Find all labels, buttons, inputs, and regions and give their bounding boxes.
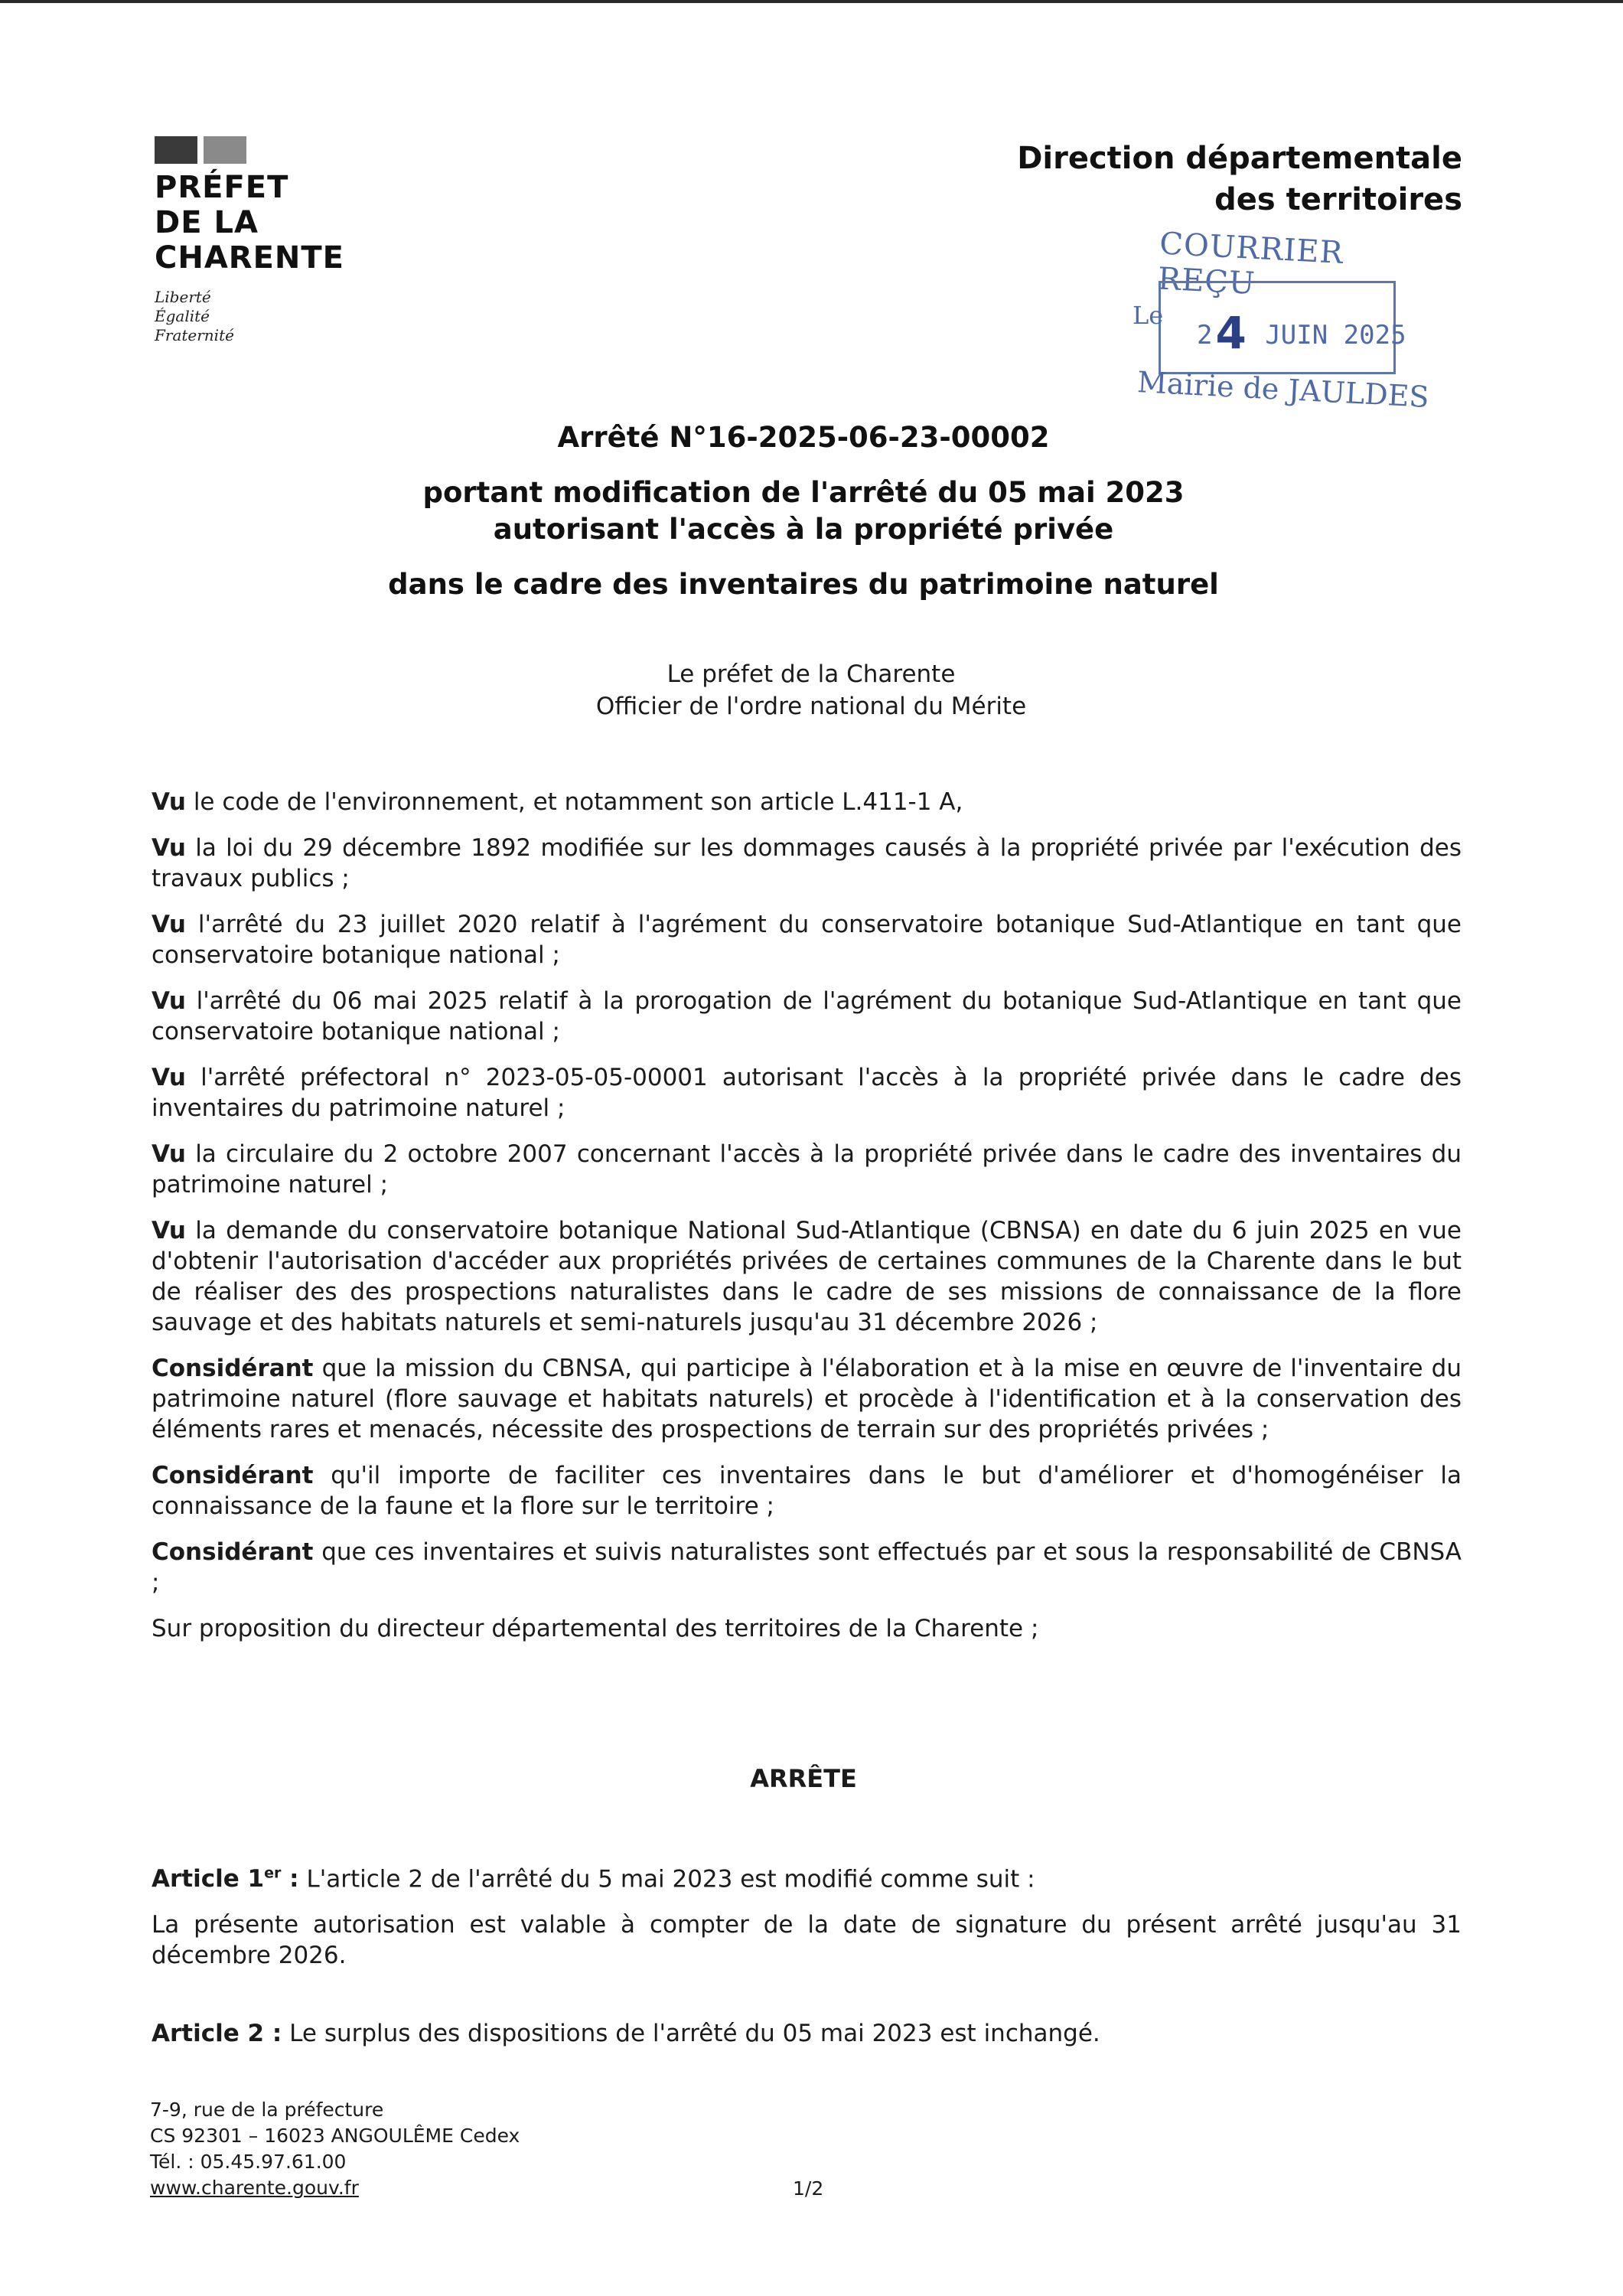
arrete-number: Arrêté N°16-2025-06-23-00002 <box>557 421 1050 454</box>
title-line-2: autorisant l'accès à la propriété privée <box>493 513 1114 546</box>
footer-address-line-1: 7-9, rue de la préfecture <box>150 2099 384 2121</box>
prefet-block <box>429 658 1194 722</box>
footer-phone: Tél. : 05.45.97.61.00 <box>150 2151 347 2173</box>
consideration-item: Considérant que la mission du CBNSA, qui participe à l'élaboration et à la mise en œuvre de l'inventaire du patrimoine naturel (flore sauvage et habitats naturels) et procède à l'identification et à la conservation des éléments rares et menacés, nécessite des prospections de terrain sur des propriétés privées ; <box>152 1355 1462 1443</box>
motto-fraternite: Fraternité <box>155 326 234 344</box>
consideration-item: Vu la circulaire du 2 octobre 2007 concernant l'accès à la propriété privée dans le cadre des inventaires du patrimoine naturel ; <box>152 1140 1462 1199</box>
consideration-item: Vu l'arrêté du 06 mai 2025 relatif à la prorogation de l'agrément du botanique Sud-Atlantique en tant que conservatoire botanique national ; <box>152 987 1462 1045</box>
title-line-1: portant modification de l'arrêté du 05 mai 2023 <box>422 476 1185 509</box>
stamp-day-prefix: 2 <box>1197 320 1213 351</box>
consideration-item: Vu la loi du 29 décembre 1892 modifiée sur les dommages causés à la propriété privée par l'exécution des travaux publics ; <box>152 834 1462 892</box>
article-1-label: Article 1er : <box>152 1865 299 1893</box>
motto <box>155 288 354 345</box>
prefet-line-2: Officier de l'ordre national du Mérite <box>595 693 1027 720</box>
direction-line-2: des territoires <box>1214 182 1462 217</box>
article-1-body: La présente autorisation est valable à compter de la date de signature du présent arrêté jusqu'au 31 décembre 2026. <box>152 1911 1462 1970</box>
consideration-item: Vu le code de l'environnement, et notamment son article L.411-1 A, <box>152 788 963 816</box>
logo-name-line-2: DE LA <box>155 205 259 240</box>
consideration-item: Vu l'arrêté du 23 juillet 2020 relatif à l'agrément du conservatoire botanique Sud-Atlantique en tant que conservatoire botanique national ; <box>152 911 1462 969</box>
articles <box>152 1858 1462 2064</box>
logo-name-line-1: PRÉFET <box>155 170 289 205</box>
consideration-item: Considérant qu'il importe de faciliter ces inventaires dans le but d'améliorer et d'homogénéiser la connaissance de la faune et la flore sur le territoire ; <box>152 1462 1462 1520</box>
motto-liberte: Liberté <box>155 288 211 306</box>
prefecture-logo <box>155 136 354 345</box>
motto-egalite: Égalité <box>155 307 210 325</box>
direction-line-1: Direction départementale <box>1017 141 1462 176</box>
consideration-item: Considérant que ces inventaires et suivis naturalistes sont effectués par et sous la responsabilité de CBNSA ; <box>152 1538 1462 1596</box>
stamp-footer: Mairie de JAULDES <box>1136 365 1430 414</box>
consideration-item: Vu la demande du conservatoire botanique National Sud-Atlantique (CBNSA) en date du 6 juin 2025 en vue d'obtenir l'autorisation d'accéder aux propriétés privées de certaines communes de la Charente dans le but de réaliser des des prospections naturalistes dans le cadre de ses missions de connaissance de la flore sauvage et des habitats naturels et semi-naturels jusqu'au 31 décembre 2026 ; <box>152 1217 1462 1336</box>
issuing-direction <box>1017 138 1462 220</box>
consideration-item: Sur proposition du directeur départemental des territoires de la Charente ; <box>152 1615 1039 1642</box>
article-2: Article 2 : Le surplus des dispositions de l'arrêté du 05 mai 2023 est inchangé. <box>152 2020 1100 2048</box>
stamp-date <box>1197 307 1406 359</box>
logo-name-line-3: CHARENTE <box>155 240 344 276</box>
article-1-intro: Article 1er : L'article 2 de l'arrêté du 5 mai 2023 est modifié comme suit : <box>152 1865 1035 1893</box>
footer-address-line-2: CS 92301 – 16023 ANGOULÊME Cedex <box>150 2125 520 2147</box>
page-top-edge <box>0 0 1623 3</box>
prefet-line-1: Le préfet de la Charente <box>666 660 956 688</box>
page-number: 1/2 <box>793 2177 824 2200</box>
consideration-item: Vu l'arrêté préfectoral n° 2023-05-05-00001 autorisant l'accès à la propriété privée dans le cadre des inventaires du patrimoine naturel ; <box>152 1064 1462 1122</box>
footer-address <box>150 2097 520 2201</box>
stamp-month-year: JUIN 2025 <box>1265 320 1406 351</box>
stamp-le: Le <box>1133 301 1164 330</box>
stamp-heading: COURRIER REÇU <box>1156 226 1344 302</box>
received-stamp <box>1133 226 1439 417</box>
marianne-logo-icon <box>155 136 354 164</box>
arrete-heading: ARRÊTE <box>750 1764 857 1793</box>
footer-website-link[interactable]: www.charente.gouv.fr <box>150 2177 359 2199</box>
considerations-list <box>152 787 1462 1659</box>
title-line-3: dans le cadre des inventaires du patrimoine naturel <box>388 568 1219 601</box>
stamp-day-handwritten: 4 <box>1215 307 1247 359</box>
article-2-label: Article 2 : <box>152 2020 282 2048</box>
